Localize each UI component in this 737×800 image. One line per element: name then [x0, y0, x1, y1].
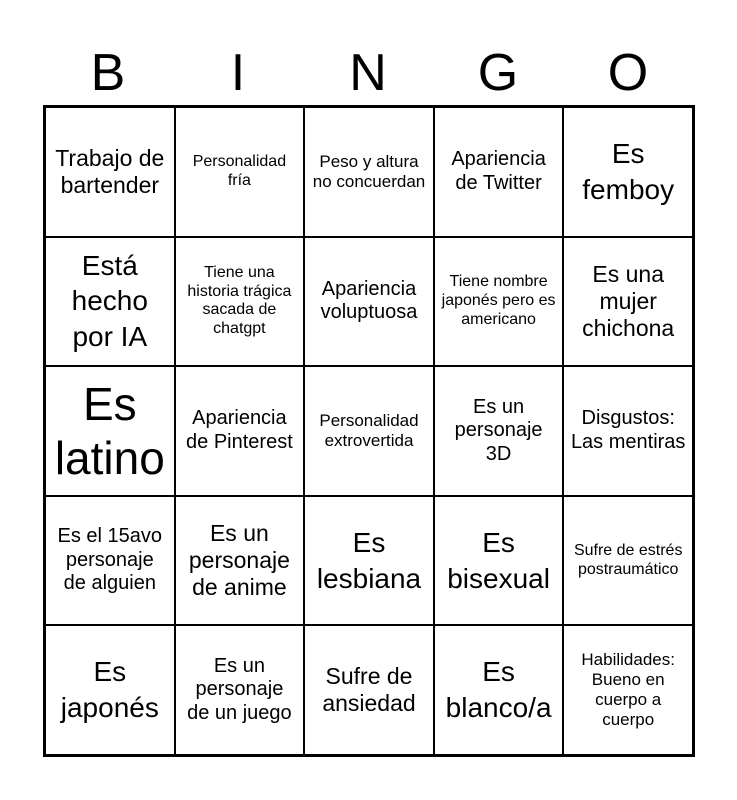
cell-text: Es femboy — [582, 137, 675, 205]
bingo-cell[interactable] — [45, 237, 175, 367]
cell-text: Es el 15avo personaje de alguien — [57, 525, 163, 595]
bingo-cell[interactable] — [563, 496, 693, 626]
bingo-cell[interactable] — [175, 496, 305, 626]
header-letter-b: B — [90, 44, 126, 102]
cell-text: Es blanco/a — [445, 656, 552, 724]
bingo-cell[interactable] — [434, 625, 564, 755]
bingo-cell[interactable] — [304, 107, 434, 237]
bingo-cell[interactable] — [563, 625, 693, 755]
bingo-cell[interactable] — [304, 366, 434, 496]
cell-text: Es lesbiana — [316, 526, 422, 594]
bingo-cell[interactable] — [434, 237, 564, 367]
bingo-cell[interactable] — [434, 366, 564, 496]
cell-text: Es un personaje de un juego — [187, 654, 292, 724]
cell-text: Apariencia de Pinterest — [186, 407, 293, 453]
bingo-cell[interactable] — [175, 366, 305, 496]
cell-text: Es una mujer chichona — [582, 260, 675, 341]
bingo-grid — [43, 105, 695, 757]
bingo-cell[interactable] — [175, 107, 305, 237]
cell-text: Apariencia voluptuosa — [320, 277, 418, 324]
cell-text: Trabajo de bartender — [55, 144, 165, 198]
bingo-cell[interactable] — [304, 496, 434, 626]
bingo-cell[interactable] — [563, 107, 693, 237]
cell-text: Es un personaje de anime — [188, 519, 290, 601]
cell-text: Es latino — [54, 377, 165, 484]
bingo-cell[interactable] — [175, 625, 305, 755]
cell-text: Tiene una historia trágica sacada de chatgpt — [187, 263, 292, 338]
header-letter-n: N — [349, 44, 387, 102]
cell-text: Habilidades: Bueno en cuerpo a cuerpo — [581, 650, 675, 730]
header-letter-i: I — [230, 44, 246, 102]
bingo-cell[interactable] — [434, 496, 564, 626]
header-letter-g: G — [477, 44, 519, 102]
bingo-cell[interactable] — [304, 625, 434, 755]
bingo-cell[interactable] — [175, 237, 305, 367]
bingo-cell[interactable] — [563, 366, 693, 496]
cell-text: Peso y altura no concuerdan — [312, 151, 426, 191]
cell-text: Está hecho por IA — [71, 249, 148, 353]
cell-text: Sufre de estrés postraumático — [573, 541, 683, 578]
cell-text: Es un personaje 3D — [454, 395, 543, 465]
cell-text: Es bisexual — [447, 526, 550, 594]
bingo-cell[interactable] — [563, 237, 693, 367]
bingo-cell[interactable] — [45, 625, 175, 755]
bingo-cell[interactable] — [304, 237, 434, 367]
bingo-cell[interactable] — [45, 366, 175, 496]
bingo-cell[interactable] — [45, 496, 175, 626]
bingo-cell[interactable] — [434, 107, 564, 237]
bingo-header — [43, 40, 693, 106]
cell-text: Personalidad fría — [192, 152, 287, 189]
header-letter-o: O — [607, 44, 649, 102]
cell-text: Personalidad extrovertida — [319, 410, 419, 450]
cell-text: Disgustos: Las mentiras — [570, 407, 686, 453]
cell-text: Apariencia de Twitter — [451, 148, 546, 194]
cell-text: Es japonés — [60, 656, 159, 724]
cell-text: Tiene nombre japonés pero es americano — [441, 273, 556, 328]
bingo-cell[interactable] — [45, 107, 175, 237]
cell-text: Sufre de ansiedad — [322, 663, 416, 717]
